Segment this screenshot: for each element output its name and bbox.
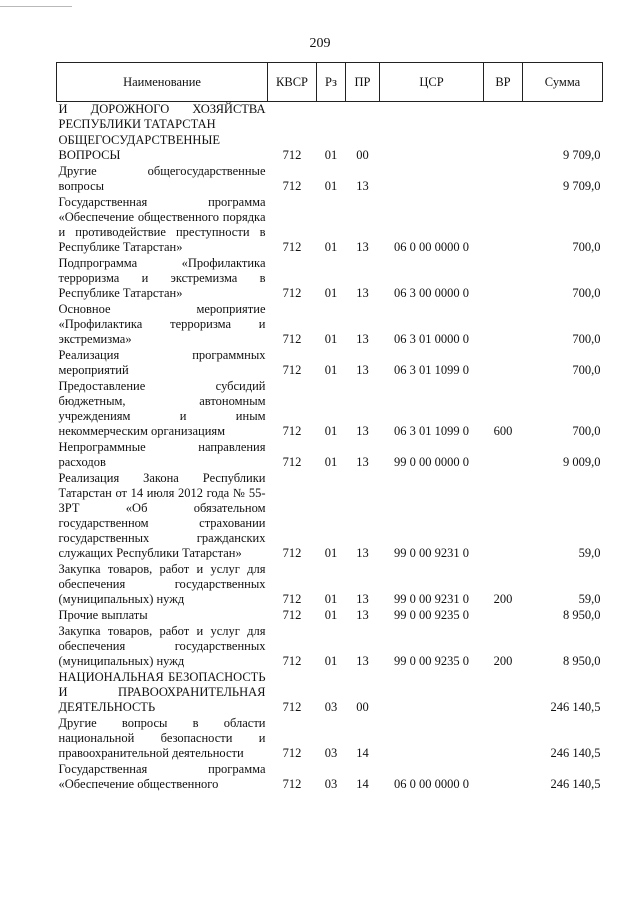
row-pr: 13 [356,286,369,300]
row-kvsr: 712 [282,332,302,346]
row-pr: 13 [356,608,369,622]
row-kvsr [268,102,317,134]
row-vr [484,608,523,624]
row-kvsr: 712 [282,608,302,622]
row-name: Закупка товаров, работ и услуг для обеспечения государственных (муниципальных) нужд [58,624,266,668]
table-row [57,348,603,379]
row-kvsr: 712 [282,179,302,193]
row-pr: 13 [356,240,369,254]
row-name: Основное мероприятие «Профилактика терроризма и экстремизма» [58,302,266,346]
table-row [57,379,603,440]
row-rz: 01 [324,240,338,254]
row-sum: 9 009,0 [563,455,601,469]
table-row [57,562,603,608]
row-pr: 13 [356,332,369,346]
row-rz: 03 [324,777,338,791]
row-csr [380,133,484,164]
row-vr [484,133,523,164]
table-row [57,256,603,302]
row-vr [484,762,523,793]
row-kvsr: 712 [282,700,302,714]
row-rz: 03 [324,700,338,714]
row-pr: 00 [356,148,369,162]
page-number: 209 [309,36,331,51]
row-name: Другие вопросы в области национальной безопасности и правоохранительной деятельности [58,716,266,760]
row-csr [380,102,484,134]
row-pr: 13 [356,363,369,377]
row-name: Государственная программа «Обеспечение общественного порядка и противодействие преступности в Республике Татарстан» [58,195,266,254]
table-row [57,440,603,471]
row-sum: 246 140,5 [550,777,601,791]
row-kvsr: 712 [282,654,302,668]
row-sum: 700,0 [572,424,601,438]
row-vr [484,102,523,134]
row-name: Предоставление субсидий бюджетным, автономным учреждениям и иным некоммерческим организациям [58,379,266,438]
header-kvsr: КВСР [268,63,317,102]
row-csr [380,164,484,195]
row-sum: 246 140,5 [550,700,601,714]
table-row [57,302,603,348]
row-pr: 13 [356,424,369,438]
row-kvsr: 712 [282,148,302,162]
row-name: Прочие выплаты [58,608,148,622]
row-vr: 200 [493,592,513,606]
row-rz: 01 [324,455,338,469]
row-rz: 01 [324,179,338,193]
header-pr: ПР [346,63,380,102]
row-kvsr: 712 [282,546,302,560]
row-csr: 06 3 01 0000 0 [394,332,469,346]
header-csr: ЦСР [380,63,484,102]
row-sum: 8 950,0 [563,608,601,622]
header-rz: Рз [317,63,346,102]
row-pr: 00 [356,700,369,714]
row-vr [484,471,523,562]
row-rz: 03 [324,746,338,760]
table-row [57,608,603,624]
table-row [57,762,603,793]
row-kvsr: 712 [282,592,302,606]
row-rz: 01 [324,332,338,346]
row-pr [346,102,380,134]
row-sum: 59,0 [578,546,601,560]
row-rz: 01 [324,363,338,377]
row-csr [380,670,484,716]
page-top-rule [0,6,72,7]
row-vr [484,440,523,471]
row-name: Реализация Закона Республики Татарстан от 14 июля 2012 года № 55-ЗРТ «Об обязательном государственном страховании государственных гражданских служащих Республики Татарстан» [58,471,266,560]
row-name: Подпрограмма «Профилактика терроризма и экстремизма в Республике Татарстан» [58,256,266,300]
table-body [57,102,603,794]
row-vr [484,716,523,762]
row-kvsr: 712 [282,746,302,760]
row-csr: 99 0 00 9231 0 [394,546,469,560]
row-csr: 06 0 00 0000 0 [394,240,469,254]
row-sum: 700,0 [572,363,601,377]
table-row [57,624,603,670]
table-row [57,102,603,134]
table-row [57,195,603,256]
row-vr: 200 [493,654,513,668]
row-csr [380,716,484,762]
row-kvsr: 712 [282,455,302,469]
row-sum: 700,0 [572,240,601,254]
row-name: Другие общегосударственные вопросы [58,164,266,193]
row-name: Непрограммные направления расходов [58,440,266,469]
row-kvsr: 712 [282,777,302,791]
row-sum: 59,0 [578,592,601,606]
table-row [57,716,603,762]
row-csr: 99 0 00 9235 0 [394,654,469,668]
row-rz: 01 [324,592,338,606]
header-sum: Сумма [523,63,603,102]
row-pr: 13 [356,654,369,668]
row-csr: 06 3 00 0000 0 [394,286,469,300]
budget-table [56,62,603,793]
row-pr: 14 [356,777,369,791]
row-csr: 06 3 01 1099 0 [394,424,469,438]
row-csr: 06 0 00 0000 0 [394,777,469,791]
row-rz [317,102,346,134]
table-header-row [57,63,603,102]
row-name: НАЦИОНАЛЬНАЯ БЕЗОПАСНОСТЬ И ПРАВООХРАНИТЕЛЬНАЯ ДЕЯТЕЛЬНОСТЬ [58,670,266,714]
row-sum: 9 709,0 [563,148,601,162]
row-name: ОБЩЕГОСУДАРСТВЕННЫЕ ВОПРОСЫ [58,133,220,162]
row-pr: 13 [356,179,369,193]
row-vr [484,670,523,716]
row-rz: 01 [324,608,338,622]
table-row [57,670,603,716]
row-vr [484,164,523,195]
row-name: Закупка товаров, работ и услуг для обеспечения государственных (муниципальных) нужд [58,562,266,606]
table-row [57,164,603,195]
row-rz: 01 [324,546,338,560]
row-rz: 01 [324,148,338,162]
row-vr [484,348,523,379]
row-pr: 13 [356,455,369,469]
row-csr: 06 3 01 1099 0 [394,363,469,377]
row-sum: 700,0 [572,286,601,300]
row-rz: 01 [324,424,338,438]
row-csr: 99 0 00 0000 0 [394,455,469,469]
row-sum [523,102,603,134]
row-vr: 600 [493,424,513,438]
row-vr [484,256,523,302]
row-kvsr: 712 [282,286,302,300]
row-sum: 700,0 [572,332,601,346]
row-sum: 9 709,0 [563,179,601,193]
row-name: И ДОРОЖНОГО ХОЗЯЙСТВА РЕСПУБЛИКИ ТАТАРСТАН [58,102,266,131]
row-rz: 01 [324,654,338,668]
row-sum: 246 140,5 [550,746,601,760]
row-pr: 14 [356,746,369,760]
row-kvsr: 712 [282,424,302,438]
row-vr [484,195,523,256]
row-kvsr: 712 [282,240,302,254]
row-sum: 8 950,0 [563,654,601,668]
row-pr: 13 [356,592,369,606]
table-row [57,471,603,562]
row-rz: 01 [324,286,338,300]
row-kvsr: 712 [282,363,302,377]
row-csr: 99 0 00 9235 0 [394,608,469,622]
row-name: Государственная программа «Обеспечение общественного [58,762,266,791]
row-pr: 13 [356,546,369,560]
header-vr: ВР [484,63,523,102]
row-name: Реализация программных мероприятий [58,348,266,377]
row-csr: 99 0 00 9231 0 [394,592,469,606]
table-row [57,133,603,164]
header-name: Наименование [57,63,268,102]
row-vr [484,302,523,348]
